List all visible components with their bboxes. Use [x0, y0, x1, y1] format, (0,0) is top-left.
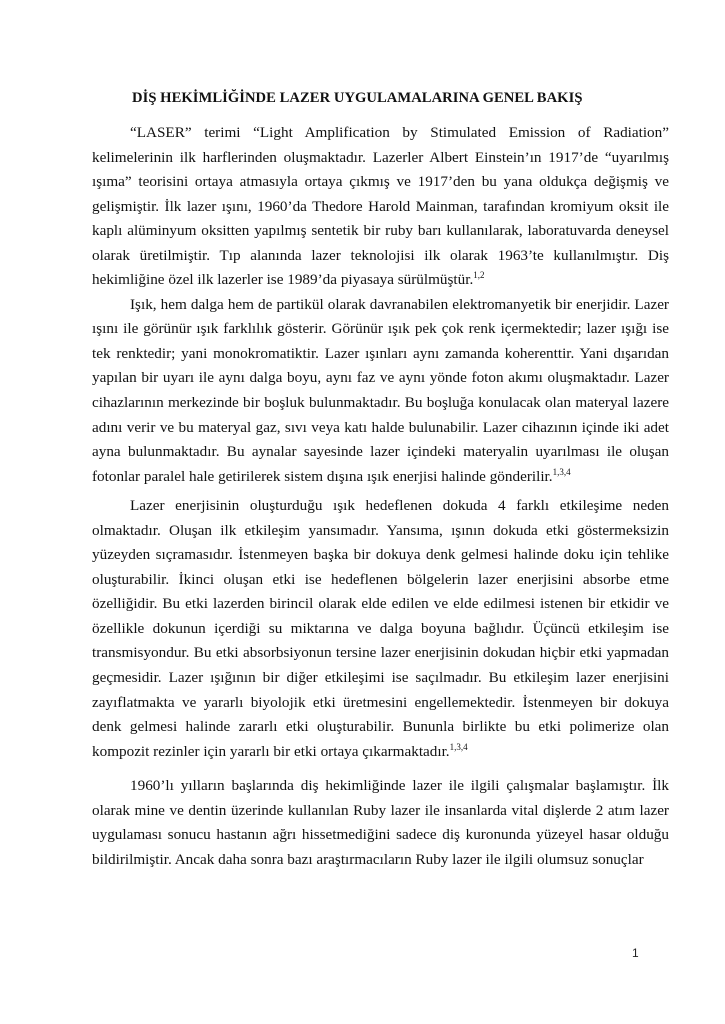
paragraph-dental-history [92, 774, 669, 872]
paragraph-text: “LASER” terimi “Light Amplification by Stimulated Emission of Radiation” kelimelerinin ilk harflerinden oluşmaktadır. Lazerler Albert Einstein’ın 1917’de “uyarılmış ışıma” teorisini ortaya atmasıyla ortaya çıkmış ve 1917’den bu yana oldukça değişmiş ve gelişmiştir. İlk lazer ışını, 1960’da Thedore Harold Mainman, tarafından kromiyum oksit ile kaplı alüminyum oksitten yapılmış sentetik bir ruby barı kullanılarak, laboratuvarda deneysel olarak üretilmiştir. Tıp alanında lazer teknolojisi ilk olarak 1963’te kullanılmıştır. Diş hekimliğine özel ilk lazerler ise 1989’da piyasaya sürülmüştür. [92, 124, 669, 289]
paragraph-tissue-interactions [92, 494, 669, 764]
citation-superscript: 1,3,4 [449, 741, 468, 752]
paragraph-text: Işık, hem dalga hem de partikül olarak davranabilen elektromanyetik bir enerjidir. Lazer ışını ile görünür ışık farklılık gösterir. Görünür ışık pek çok renk içermektedir; lazer ışığı ise tek renktedir; yani monokromatiktir. Lazer ışınları aynı zamanda koherenttir. Yani dışarıdan yapılan bir uyarı ile aynı dalga boyu, aynı faz ve aynı yönde foton akımı oluşmaktadır. Lazer cihazlarının merkezinde bir boşluk bulunmaktadır. Bu boşluğa konulacak olan materyal lazere adını verir ve bu materyal gaz, sıvı veya katı halde bulunabilir. Lazer cihazının içinde iki adet ayna bulunmaktadır. Bu aynalar sayesinde lazer içindeki materyalin uyarılması ile oluşan fotonlar paralel hale getirilerek sistem dışına ışık enerjisi halinde gönderilir. [92, 295, 669, 485]
document-title: DİŞ HEKİMLİĞİNDE LAZER UYGULAMALARINA GENEL BAKIŞ [132, 90, 583, 106]
paragraph-laser-definition [92, 121, 669, 293]
citation-superscript: 1,2 [473, 270, 485, 281]
paragraph-text: 1960’lı yılların başlarında diş hekimliğinde lazer ile ilgili çalışmalar başlamıştır. İlk olarak mine ve dentin üzerinde kullanılan Ruby lazer ile insanlarda vital dişlerde 2 atım lazer uygulaması sonucu hastanın ağrı hissetmediğini sadece diş kuronunda yüzeyel hasar olduğu bildirilmiştir. Ancak daha sonra bazı araştırmacıların Ruby lazer ile ilgili olumsuz sonuçlar [92, 777, 669, 868]
paragraph-light-properties [92, 293, 669, 489]
document-body [92, 121, 669, 872]
page-number: 1 [632, 946, 639, 960]
paragraph-text: Lazer enerjisinin oluşturduğu ışık hedeflenen dokuda 4 farklı etkileşime neden olmaktadır. Oluşan ilk etkileşim yansımadır. Yansıma, ışının dokuda etki göstermeksizin yüzeyden sıçramasıdır. İstenmeyen başka bir dokuya denk gelmesi halinde doku için tehlike oluşturabilir. İkinci oluşan etki ise hedeflenen bölgelerin lazer enerjisini absorbe etme özelliğidir. Bu etki lazerden birincil olarak elde edilen ve elde edilmesi istenen bir etkidir ve özellikle dokunun içerdiği su miktarına ve dalga boyuna bağlıdır. Üçüncü etkileşim ise transmisyondur. Bu etki absorbsiyonun tersine lazer enerjisinin dokudan hiçbir etki yapmadan geçmesidir. Lazer ışığının bir diğer etkileşimi ise saçılmadır. Bu etkileşim lazer enerjisini zayıflatmakta ve yararlı biyolojik etki üretmesini engellemektedir. İstenmeyen bir dokuya denk gelmesi halinde zararlı etki oluşturabilir. Bununla birlikte bu etki polimerize olan kompozit rezinler için yararlı bir etki ortaya çıkarmaktadır. [92, 497, 669, 760]
citation-superscript: 1,3,4 [552, 466, 571, 477]
